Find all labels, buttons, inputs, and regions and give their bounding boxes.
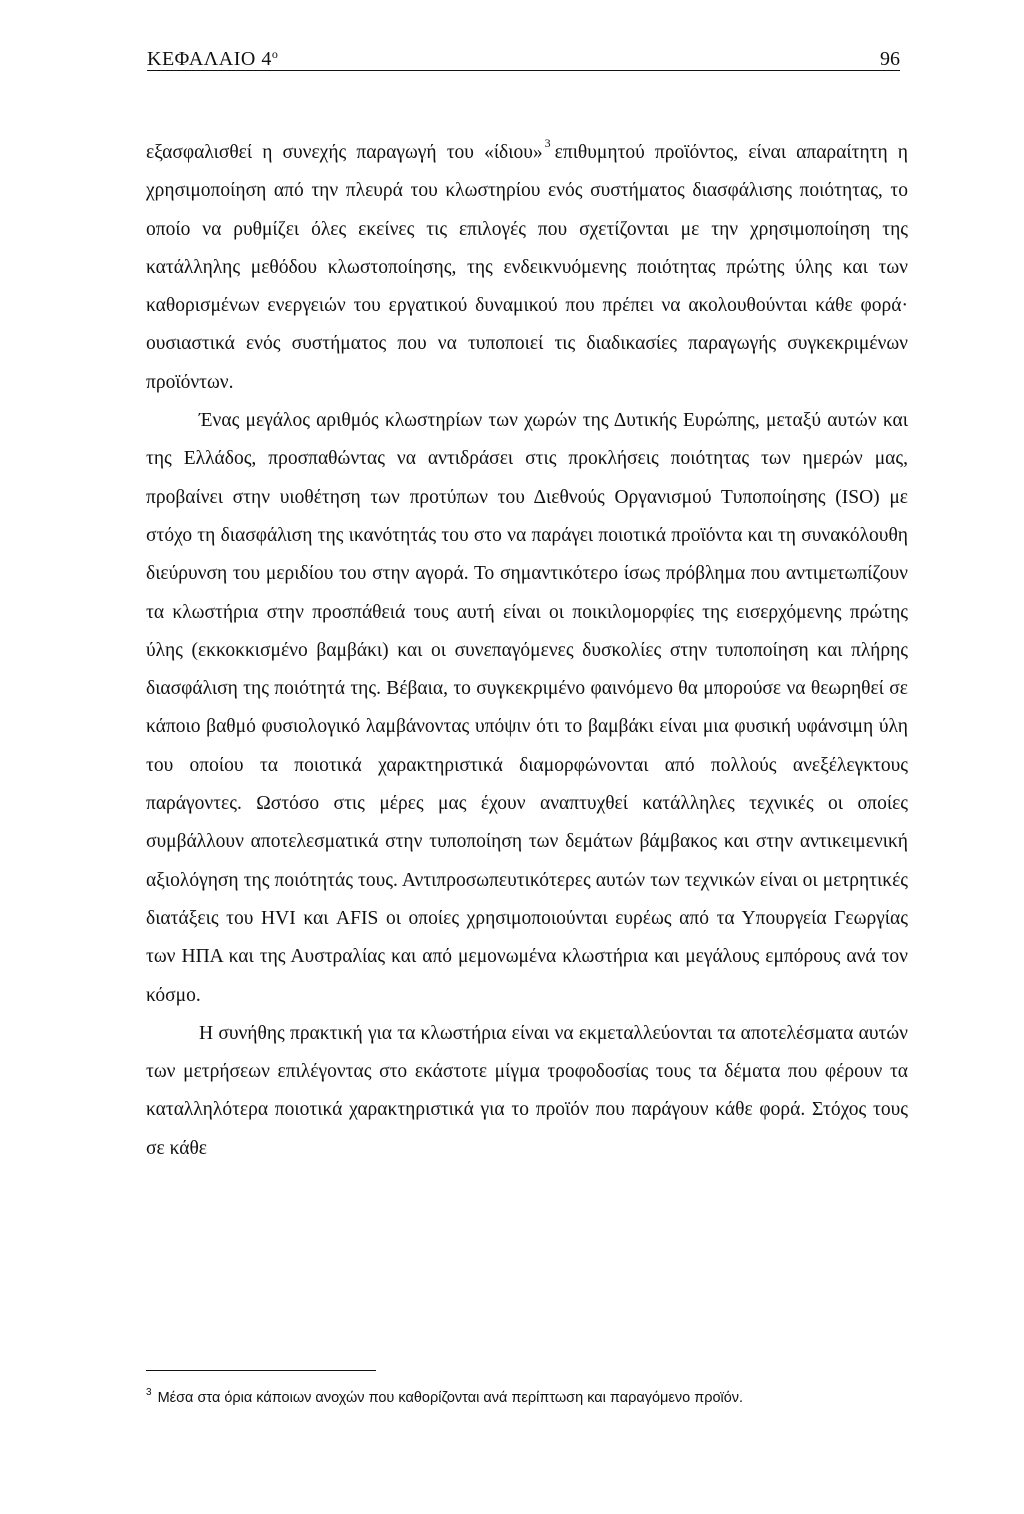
paragraph-1	[146, 134, 908, 402]
footnote-marker: 3	[146, 1387, 152, 1398]
paragraph-2: Ένας μεγάλος αριθμός κλωστηρίων των χωρών της Δυτικής Ευρώπης, μεταξύ αυτών και της Ελλάδος, προσπαθώντας να αντιδράσει στις προκλήσεις ποιότητας των ημερών μας, προβαίνει στην υιοθέτηση των προτύπων του Διεθνούς Οργανισμού Τυποποίησης (ISO) με στόχο τη διασφάλιση της ικανότητάς του στο να παράγει ποιοτικά προϊόντα και τη συνακόλουθη διεύρυνση του μεριδίου του στην αγορά. Το σημαντικότερο ίσως πρόβλημα που αντιμετωπίζουν τα κλωστήρια στην προσπάθειά τους αυτή είναι οι ποικιλομορφίες της εισερχόμενης πρώτης ύλης (εκκοκκισμένο βαμβάκι) και οι συνεπαγόμενες δυσκολίες στην τυποποίηση και πλήρης διασφάλιση της ποιότητά της. Βέβαια, το συγκεκριμένο φαινόμενο θα μπορούσε να θεωρηθεί σε κάποιο βαθμό φυσιολογικό λαμβάνοντας υπόψιν ότι το βαμβάκι είναι μια φυσική υφάνσιμη ύλη του οποίου τα ποιοτικά χαρακτηριστικά διαμορφώνονται από πολλούς ανεξέλεγκτους παράγοντες. Ωστόσο στις μέρες μας έχουν αναπτυχθεί κατάλληλες τεχνικές οι οποίες συμβάλλουν αποτελεσματικά στην τυποποίηση των δεμάτων βάμβακος και στην αντικειμενική αξιολόγηση της ποιότητάς τους. Αντιπροσωπευτικότερες αυτών των τεχνικών είναι οι μετρητικές διατάξεις του HVI και AFIS οι οποίες χρησιμοποιούνται ευρέως από τα Υπουργεία Γεωργίας των ΗΠΑ και της Αυστραλίας και από μεμονωμένα κλωστήρια και μεγάλους εμπόρους ανά τον κόσμο.	[146, 410, 908, 1006]
footnote-text: Μέσα στα όρια κάποιων ανοχών που καθορίζονται ανά περίπτωση και παραγόμενο προϊόν.	[157, 1390, 744, 1406]
page-header	[147, 48, 900, 71]
paragraph-3: Η συνήθης πρακτική για τα κλωστήρια είναι να εκμεταλλεύονται τα αποτελέσματα αυτών των μετρήσεων επιλέγοντας στο εκάστοτε μίγμα τροφοδοσίας τους τα δέματα που φέρουν τα καταλληλότερα ποιοτικά χαρακτηριστικά για το προϊόν που παράγουν κάθε φορά. Στόχος τους σε κάθε	[146, 1022, 908, 1159]
footnote-reference: 3	[544, 136, 551, 150]
footnote-separator	[146, 1370, 376, 1371]
footnote	[146, 1388, 946, 1408]
paragraph-1-start: εξασφαλισθεί η συνεχής παραγωγή του «ίδιου»	[146, 142, 543, 163]
chapter-title: ΚΕΦΑΛΑΙΟ $4^o$	[147, 47, 279, 70]
paragraph-1-rest: επιθυμητού προϊόντος, είναι απαραίτητη η χρησιμοποίηση από την πλευρά του κλωστηρίου ενός συστήματος διασφάλισης ποιότητας, το οποίο να ρυθμίζει όλες εκείνες τις επιλογές που σχετίζονται με την χρησιμοποίηση της κατάλληλης μεθόδου κλωστοποίησης, της ενδεικνυόμενης ποιότητας πρώτης ύλης και των καθορισμένων ενεργειών του εργατικού δυναμικού που πρέπει να ακολουθούνται κάθε φορά· ουσιαστικά ενός συστήματος που να τυποποιεί τις διαδικασίες παραγωγής συγκεκριμένων προϊόντων.	[146, 142, 908, 393]
body-text	[146, 134, 908, 1168]
page-number: 96	[880, 48, 900, 70]
